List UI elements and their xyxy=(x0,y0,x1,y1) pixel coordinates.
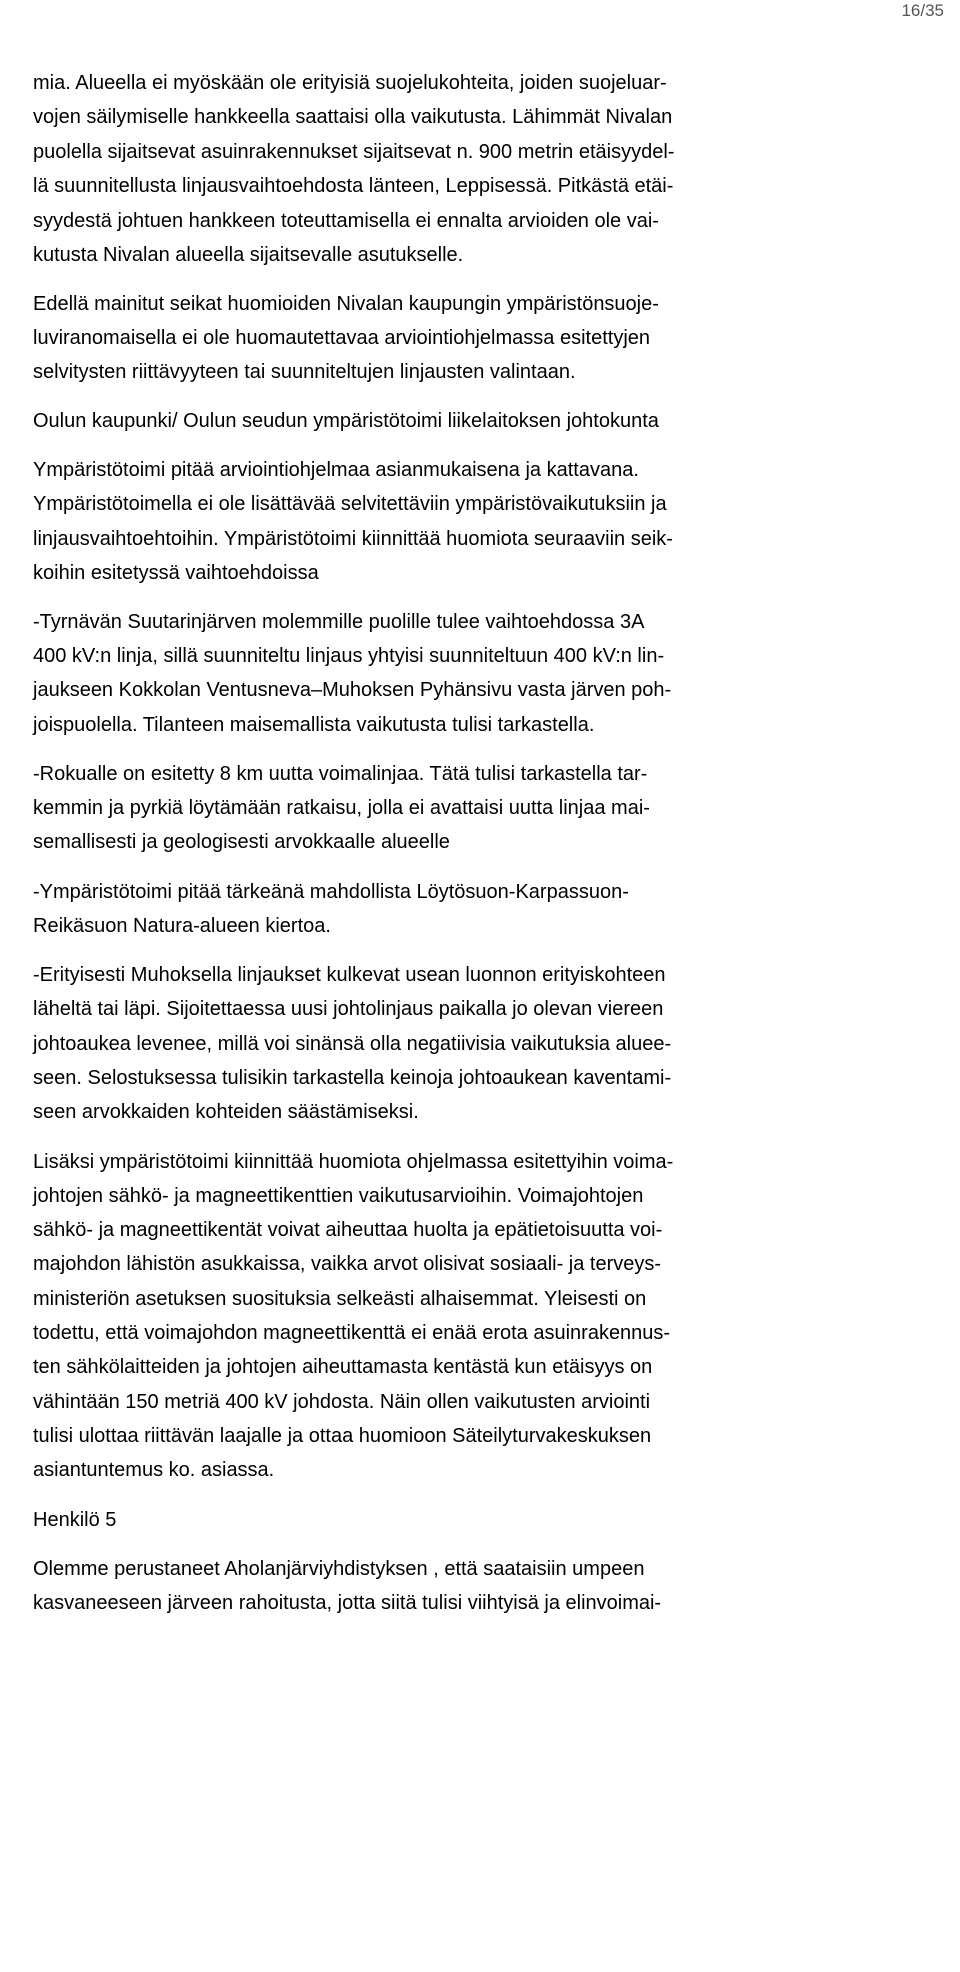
text-line: ministeriön asetuksen suosituksia selkeästi alhaisemmat. Yleisesti on xyxy=(33,1288,647,1310)
text-line: syydestä johtuen hankkeen toteuttamisella ei ennalta arvioiden ole vai- xyxy=(33,210,659,232)
text-line: asiantuntemus ko. asiassa. xyxy=(33,1459,275,1481)
text-line: -Erityisesti Muhoksella linjaukset kulkevat usean luonnon erityiskohteen xyxy=(33,964,666,986)
text-line: kemmin ja pyrkiä löytämään ratkaisu, jolla ei avattaisi uutta linjaa mai- xyxy=(33,797,650,819)
text-line: seen arvokkaiden kohteiden säästämiseksi. xyxy=(33,1101,419,1123)
text-line: seen. Selostuksessa tulisikin tarkastella keinoja johtoaukean kaventami- xyxy=(33,1067,672,1089)
text-line: jaukseen Kokkolan Ventusneva–Muhoksen Pyhänsivu vasta järven poh- xyxy=(33,679,672,701)
text-line: Ympäristötoimella ei ole lisättävää selvitettäviin ympäristövaikutuksiin ja xyxy=(33,493,667,515)
text-line: todettu, että voimajohdon magneettikenttä ei enää erota asuinrakennus- xyxy=(33,1322,671,1344)
text-line: puolella sijaitsevat asuinrakennukset sijaitsevat n. 900 metrin etäisyydel- xyxy=(33,141,675,163)
text-line: selvitysten riittävyyteen tai suunniteltujen linjausten valintaan. xyxy=(33,361,576,383)
text-line: vähintään 150 metriä 400 kV johdosta. Näin ollen vaikutusten arviointi xyxy=(33,1391,651,1413)
text-line: Lisäksi ympäristötoimi kiinnittää huomiota ohjelmassa esitettyihin voima- xyxy=(33,1151,674,1173)
text-line: 400 kV:n linja, sillä suunniteltu linjaus yhtyisi suunniteltuun 400 kV:n lin- xyxy=(33,645,665,667)
text-line: koihin esitetyssä vaihtoehdoissa xyxy=(33,562,319,584)
text-line: linjausvaihtoehtoihin. Ympäristötoimi kiinnittää huomiota seuraaviin seik- xyxy=(33,528,673,550)
text-line: kasvaneeseen järveen rahoitusta, jotta siitä tulisi viihtyisä ja elinvoimai- xyxy=(33,1592,662,1614)
text-line: mia. Alueella ei myöskään ole erityisiä suojelukohteita, joiden suojeluar- xyxy=(33,72,667,94)
text-line: -Ympäristötoimi pitää tärkeänä mahdollista Löytösuon-Karpassuon- xyxy=(33,881,629,903)
text-line: vojen säilymiselle hankkeella saattaisi olla vaikutusta. Lähimmät Nivalan xyxy=(33,106,673,128)
text-line: tulisi ulottaa riittävän laajalle ja ottaa huomioon Säteilyturvakeskuksen xyxy=(33,1425,652,1447)
text-line: semallisesti ja geologisesti arvokkaalle alueelle xyxy=(33,831,450,853)
text-line: majohdon lähistön asukkaissa, vaikka arvot olisivat sosiaali- ja terveys- xyxy=(33,1253,662,1275)
text-line: kutusta Nivalan alueella sijaitsevalle asutukselle. xyxy=(33,244,464,266)
text-line: ten sähkölaitteiden ja johtojen aiheuttamasta kentästä kun etäisyys on xyxy=(33,1356,653,1378)
text-line: -Rokualle on esitetty 8 km uutta voimalinjaa. Tätä tulisi tarkastella tar- xyxy=(33,763,648,785)
text-line: Reikäsuon Natura-alueen kiertoa. xyxy=(33,915,331,937)
text-line: Ympäristötoimi pitää arviointiohjelmaa asianmukaisena ja kattavana. xyxy=(33,459,639,481)
text-line: Edellä mainitut seikat huomioiden Nivalan kaupungin ympäristönsuoje- xyxy=(33,293,659,315)
section-heading: Oulun kaupunki/ Oulun seudun ympäristötoimi liikelaitoksen johtokunta xyxy=(33,410,659,432)
text-line: luviranomaisella ei ole huomautettavaa arviointiohjelmassa esitettyjen xyxy=(33,327,651,349)
text-line: Olemme perustaneet Aholanjärviyhdistyksen , että saataisiin umpeen xyxy=(33,1558,645,1580)
text-line: johtojen sähkö- ja magneettikenttien vaikutusarvioihin. Voimajohtojen xyxy=(33,1185,644,1207)
text-line: joispuolella. Tilanteen maisemallista vaikutusta tulisi tarkastella. xyxy=(33,714,595,736)
text-line: sähkö- ja magneettikentät voivat aiheuttaa huolta ja epätietoisuutta voi- xyxy=(33,1219,663,1241)
text-line: johtoaukea levenee, millä voi sinänsä olla negatiivisia vaikutuksia aluee- xyxy=(33,1033,672,1055)
text-line: läheltä tai läpi. Sijoitettaessa uusi johtolinjaus paikalla jo olevan viereen xyxy=(33,998,664,1020)
text-line: lä suunnitellusta linjausvaihtoehdosta länteen, Leppisessä. Pitkästä etäi- xyxy=(33,175,674,197)
page-number: 16/35 xyxy=(901,1,944,20)
person-heading: Henkilö 5 xyxy=(33,1509,117,1531)
text-line: -Tyrnävän Suutarinjärven molemmille puolille tulee vaihtoehdossa 3A xyxy=(33,611,645,633)
